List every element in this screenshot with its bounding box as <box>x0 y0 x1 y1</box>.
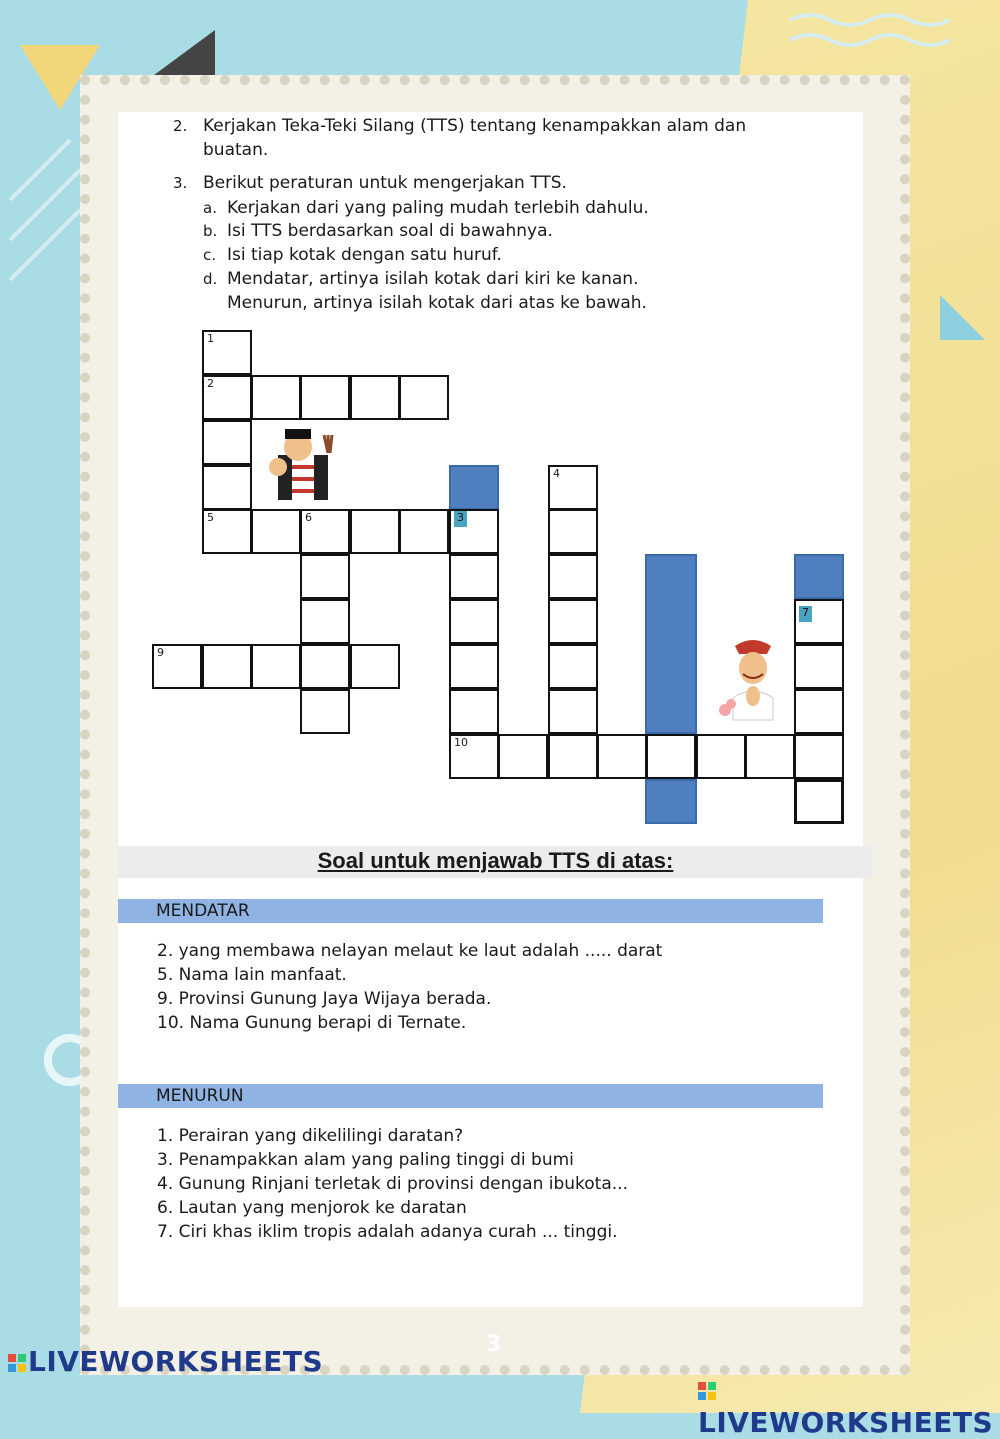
clue-number: 9 <box>157 646 164 659</box>
clue-across-5: 5. Nama lain manfaat. <box>157 965 347 985</box>
crossword-cell[interactable] <box>399 375 449 420</box>
crossword-cell[interactable] <box>646 734 696 779</box>
rule-text: Isi tiap kotak dengan satu huruf. <box>227 245 502 265</box>
clue-number-tag: 3 <box>454 511 467 527</box>
crossword-cell[interactable] <box>794 644 844 689</box>
brand-text: LIVEWORKSHEETS <box>28 1345 324 1378</box>
crossword-cell[interactable] <box>300 644 350 689</box>
clue-down-3: 3. Penampakkan alam yang paling tinggi di bumi <box>157 1150 574 1170</box>
rule-b <box>203 219 553 243</box>
crossword-cell[interactable] <box>202 330 252 375</box>
crossword-cell[interactable] <box>449 599 499 644</box>
rule-letter: c. <box>203 246 217 264</box>
crossword-blocked-cell <box>645 779 697 824</box>
instruction-3 <box>173 171 567 195</box>
crossword-cell[interactable] <box>202 509 252 554</box>
crossword-cell[interactable] <box>548 599 598 644</box>
thumbs-up-man-illustration <box>268 425 338 505</box>
brand-text: LIVEWORKSHEETS <box>698 1406 994 1439</box>
crossword-cell[interactable] <box>449 689 499 734</box>
clue-number: 5 <box>207 511 214 524</box>
crossword-cell[interactable] <box>449 644 499 689</box>
rule-letter: a. <box>203 199 217 217</box>
liveworksheets-logo <box>698 1373 1000 1439</box>
rule-c <box>203 243 502 267</box>
liveworksheets-mark-icon <box>8 1354 26 1372</box>
crossword-cell[interactable] <box>350 509 400 554</box>
crossword-cell[interactable] <box>300 375 350 420</box>
crossword-cell[interactable] <box>449 734 499 779</box>
clue-number-tag: 7 <box>799 606 812 622</box>
welcoming-dancer-illustration <box>715 638 780 723</box>
crossword-cell[interactable] <box>498 734 548 779</box>
crossword-cell[interactable] <box>548 734 598 779</box>
crossword-cell[interactable] <box>548 554 598 599</box>
instruction-number: 3. <box>173 174 188 192</box>
crossword-cell[interactable] <box>202 465 252 510</box>
crossword-cell[interactable] <box>202 420 252 465</box>
mendatar-heading: MENDATAR <box>118 899 823 923</box>
questions-title: Soal untuk menjawab TTS di atas: <box>317 848 674 873</box>
clue-across-10: 10. Nama Gunung berapi di Ternate. <box>157 1013 467 1033</box>
rule-text: Mendatar, artinya isilah kotak dari kiri ke kanan. <box>227 269 639 289</box>
liveworksheets-logo <box>8 1345 323 1378</box>
clue-number: 1 <box>207 332 214 345</box>
crossword-cell[interactable] <box>449 554 499 599</box>
crossword-blocked-cell <box>449 465 499 510</box>
crossword-cell[interactable] <box>350 375 400 420</box>
instruction-number: 2. <box>173 117 188 135</box>
crossword-cell[interactable] <box>794 734 844 779</box>
crossword-cell[interactable] <box>300 689 350 734</box>
clue-across-2: 2. yang membawa nelayan melaut ke laut adalah ..... darat <box>157 941 663 961</box>
page-number: 3 <box>486 1332 502 1357</box>
crossword-cell[interactable] <box>350 644 400 689</box>
clue-down-4: 4. Gunung Rinjani terletak di provinsi dengan ibukota... <box>157 1174 628 1194</box>
crossword-cell[interactable] <box>597 734 647 779</box>
crossword-cell[interactable] <box>251 644 301 689</box>
clue-down-7: 7. Ciri khas iklim tropis adalah adanya curah ... tinggi. <box>157 1222 618 1242</box>
crossword-cell[interactable] <box>300 599 350 644</box>
clue-number: 2 <box>207 377 214 390</box>
clue-number: 4 <box>553 467 560 480</box>
rule-d <box>203 267 638 291</box>
crossword-cell[interactable] <box>696 734 746 779</box>
clue-number: 10 <box>454 736 468 749</box>
clue-number: 6 <box>305 511 312 524</box>
crossword-cell[interactable] <box>745 734 795 779</box>
rule-text: Kerjakan dari yang paling mudah terlebih dahulu. <box>227 198 649 218</box>
instruction-2 <box>173 114 746 138</box>
rule-text: Isi TTS berdasarkan soal di bawahnya. <box>227 221 553 241</box>
crossword-cell[interactable] <box>548 689 598 734</box>
crossword-cell[interactable] <box>399 509 449 554</box>
crossword-cell[interactable] <box>251 509 301 554</box>
crossword-cell[interactable] <box>548 465 598 510</box>
menurun-heading: MENURUN <box>118 1084 823 1108</box>
instruction-2-cont <box>203 138 268 162</box>
crossword-cell[interactable] <box>794 689 844 734</box>
crossword-cell[interactable] <box>548 644 598 689</box>
crossword-cell[interactable] <box>300 554 350 599</box>
crossword-cell[interactable] <box>794 779 844 824</box>
rule-letter: d. <box>203 270 218 288</box>
instruction-text: Berikut peraturan untuk mengerjakan TTS. <box>203 173 567 193</box>
crossword-blocked-cell <box>794 554 844 599</box>
crossword-blocked-bar <box>645 554 697 734</box>
rule-letter: b. <box>203 222 218 240</box>
rule-a <box>203 196 649 220</box>
clue-across-9: 9. Provinsi Gunung Jaya Wijaya berada. <box>157 989 492 1009</box>
rule-text: Menurun, artinya isilah kotak dari atas ke bawah. <box>227 293 647 313</box>
clue-down-1: 1. Perairan yang dikelilingi daratan? <box>157 1126 464 1146</box>
triangle-teal <box>940 295 985 340</box>
crossword-cell[interactable] <box>300 509 350 554</box>
clue-down-6: 6. Lautan yang menjorok ke daratan <box>157 1198 467 1218</box>
instruction-text: Kerjakan Teka-Teki Silang (TTS) tentang kenampakkan alam dan <box>203 116 747 136</box>
crossword-cell[interactable] <box>202 644 252 689</box>
crossword-cell[interactable] <box>548 509 598 554</box>
instruction-text: buatan. <box>203 140 269 160</box>
liveworksheets-mark-icon <box>698 1382 716 1400</box>
crossword-cell[interactable] <box>251 375 301 420</box>
rule-d-cont <box>227 291 647 315</box>
crossword-cell[interactable] <box>202 375 252 420</box>
crossword-cell[interactable] <box>152 644 202 689</box>
